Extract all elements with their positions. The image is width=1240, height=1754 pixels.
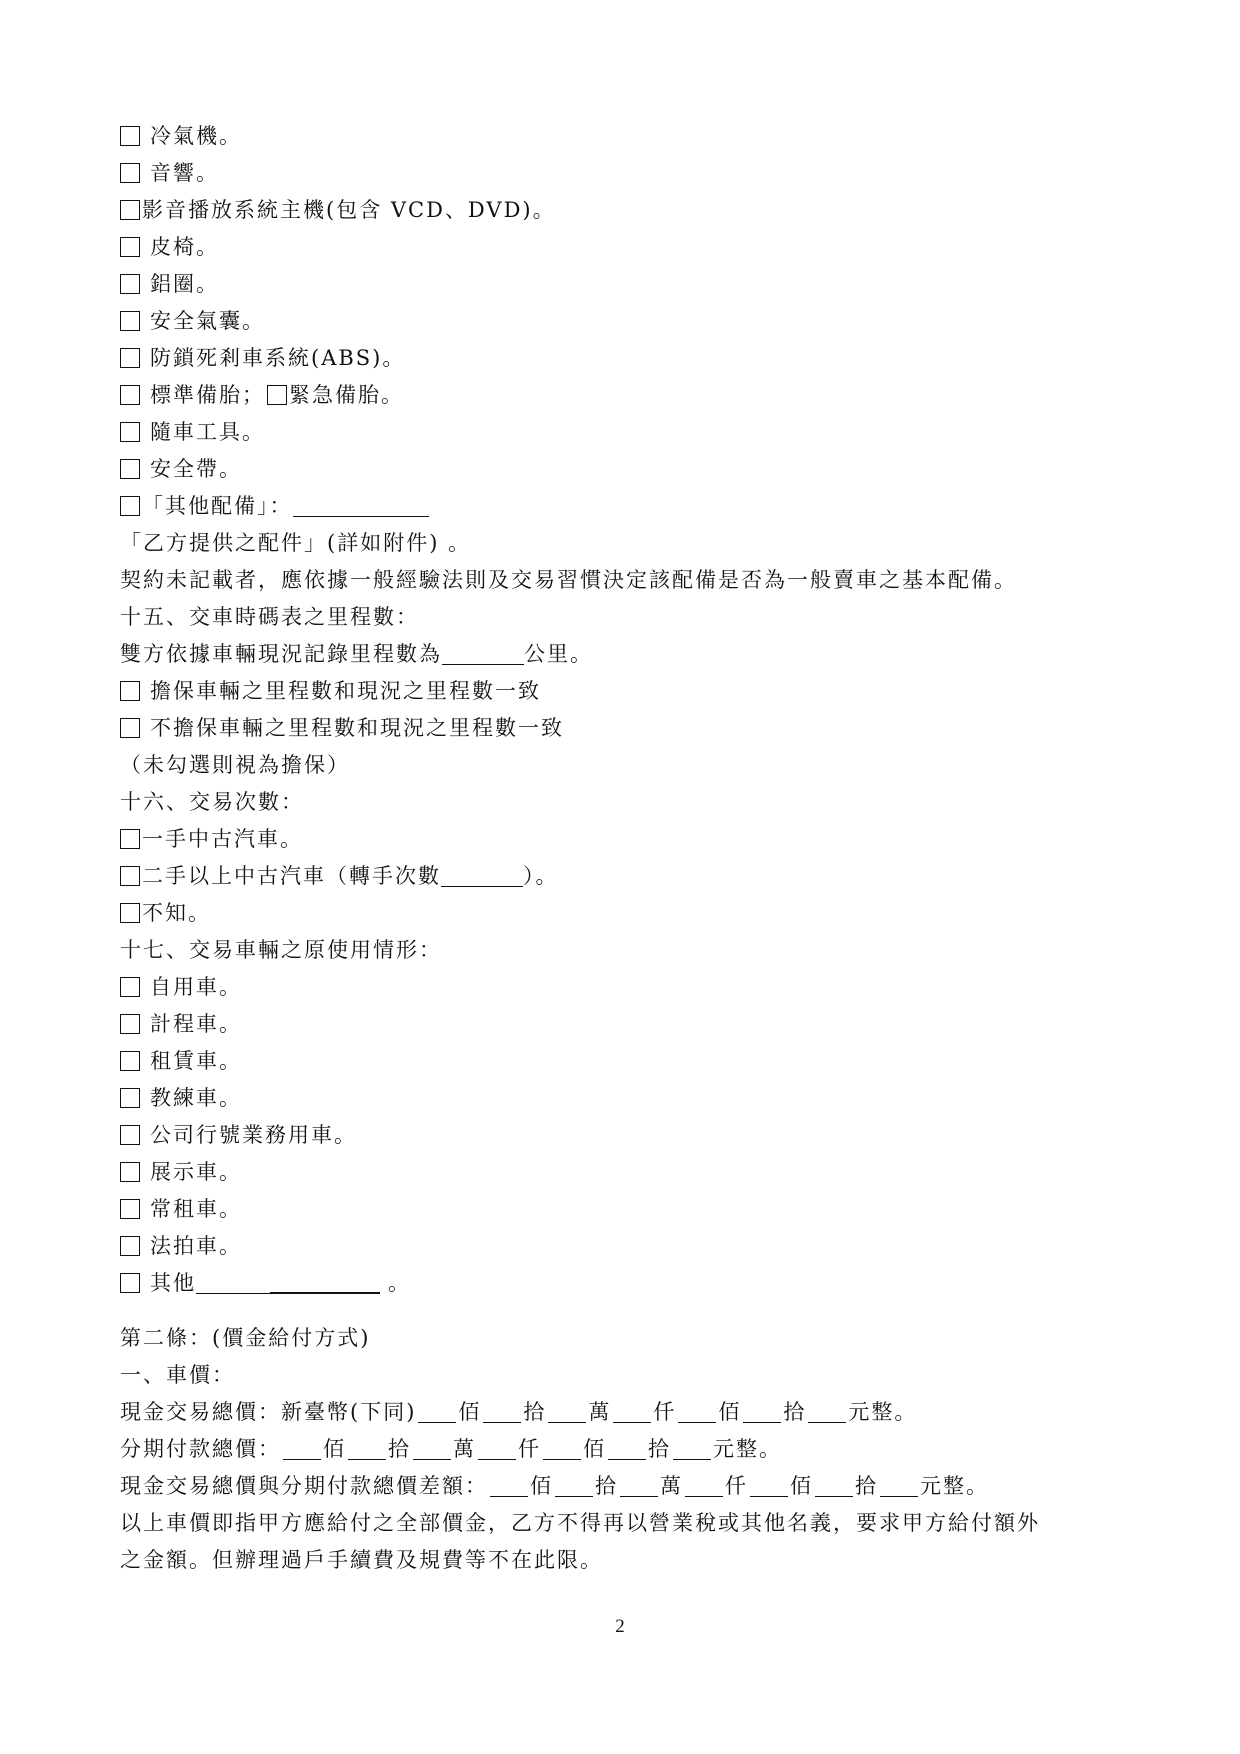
price-note-2: 之金額。但辦理過戶手續費及規費等不在此限。 xyxy=(120,1548,603,1572)
amount-unit: 佰 xyxy=(458,1400,482,1424)
checkbox-usage-other[interactable] xyxy=(120,1273,140,1293)
mileage-blank[interactable] xyxy=(442,642,524,665)
cash-total-label: 現金交易總價：新臺幣(下同) xyxy=(120,1400,417,1424)
checkbox-accessory-5[interactable] xyxy=(120,311,140,331)
accessory-2-line xyxy=(120,192,1130,229)
installment-total-amount xyxy=(281,1437,782,1461)
checkbox-usage-option-3[interactable] xyxy=(120,1088,140,1108)
mileage-option-0-line xyxy=(120,673,1130,710)
amount-unit: 萬 xyxy=(588,1400,612,1424)
amount-blank[interactable] xyxy=(815,1474,853,1497)
checkbox-accessory-2[interactable] xyxy=(120,200,140,220)
mileage-option-1-line xyxy=(120,710,1130,747)
accessory-5-label: 安全氣囊。 xyxy=(150,309,265,333)
mileage-option-1-label: 不擔保車輛之里程數和現況之里程數一致 xyxy=(150,716,564,740)
car-price-heading: 一、車價： xyxy=(120,1363,235,1387)
usage-option-1-line xyxy=(120,1006,1130,1043)
checkbox-first-hand[interactable] xyxy=(120,829,140,849)
price-difference-label: 現金交易總價與分期付款總價差額： xyxy=(120,1474,488,1498)
cash-total-amount xyxy=(416,1400,917,1424)
amount-blank[interactable] xyxy=(880,1474,918,1497)
amount-blank[interactable] xyxy=(620,1474,658,1497)
accessory-0-label: 冷氣機。 xyxy=(150,124,242,148)
usage-other-line xyxy=(120,1265,1130,1302)
accessory2-1-line xyxy=(120,451,1130,488)
other-equipment-line xyxy=(120,488,1130,525)
usage-other-blank-2[interactable] xyxy=(270,1270,380,1294)
amount-blank[interactable] xyxy=(678,1400,716,1423)
checkbox-accessory-1[interactable] xyxy=(120,163,140,183)
checkbox-accessory2-0[interactable] xyxy=(120,422,140,442)
accessory2-0-label: 隨車工具。 xyxy=(150,420,265,444)
mileage-record-line xyxy=(120,636,1130,673)
usage-option-4-line xyxy=(120,1117,1130,1154)
amount-blank[interactable] xyxy=(490,1474,528,1497)
checkbox-emergency-spare[interactable] xyxy=(267,385,287,405)
accessory-5-line xyxy=(120,303,1130,340)
accessory-list-2 xyxy=(120,414,1130,488)
amount-unit: 佰 xyxy=(790,1474,813,1498)
emergency-spare-label: 緊急備胎。 xyxy=(289,383,404,407)
amount-blank[interactable] xyxy=(750,1474,788,1497)
cash-total-line xyxy=(120,1394,1130,1431)
contract-page xyxy=(120,118,1130,1579)
usage-options xyxy=(120,969,1130,1265)
unknown-line xyxy=(120,895,1130,932)
checkbox-usage-option-5[interactable] xyxy=(120,1162,140,1182)
accessory-3-label: 皮椅。 xyxy=(150,235,219,259)
amount-blank[interactable] xyxy=(478,1437,516,1460)
amount-blank[interactable] xyxy=(613,1400,651,1423)
amount-blank[interactable] xyxy=(283,1437,321,1460)
amount-unit: 佰 xyxy=(583,1437,606,1461)
amount-blank[interactable] xyxy=(483,1400,521,1423)
seller-parts-line: 「乙方提供之配件」(詳如附件) 。 xyxy=(120,531,472,555)
amount-unit: 仟 xyxy=(518,1437,541,1461)
amount-blank[interactable] xyxy=(685,1474,723,1497)
usage-other-label: 其他 xyxy=(150,1271,196,1295)
usage-option-3-label: 教練車。 xyxy=(150,1086,242,1110)
checkbox-accessory2-1[interactable] xyxy=(120,459,140,479)
accessory-4-label: 鋁圈。 xyxy=(150,272,219,296)
checkbox-accessory-6[interactable] xyxy=(120,348,140,368)
amount-blank[interactable] xyxy=(413,1437,451,1460)
checkbox-usage-option-2[interactable] xyxy=(120,1051,140,1071)
price-note-1: 以上車價即指甲方應給付之全部價金，乙方不得再以營業稅或其他名義，要求甲方給付額外 xyxy=(120,1511,1040,1535)
amount-blank[interactable] xyxy=(608,1437,646,1460)
accessory-1-line xyxy=(120,155,1130,192)
usage-option-2-label: 租賃車。 xyxy=(150,1049,242,1073)
usage-option-0-label: 自用車。 xyxy=(150,975,242,999)
mileage-options xyxy=(120,673,1130,747)
usage-option-1-label: 計程車。 xyxy=(150,1012,242,1036)
amount-end: 元整。 xyxy=(713,1437,782,1461)
usage-heading: 十七、交易車輛之原使用情形： xyxy=(120,938,442,962)
checkbox-usage-option-0[interactable] xyxy=(120,977,140,997)
price-difference-amount xyxy=(488,1474,989,1498)
amount-unit: 拾 xyxy=(783,1400,807,1424)
checkbox-usage-option-4[interactable] xyxy=(120,1125,140,1145)
amount-blank[interactable] xyxy=(348,1437,386,1460)
amount-blank[interactable] xyxy=(555,1474,593,1497)
accessory-6-line xyxy=(120,340,1130,377)
amount-unit: 佰 xyxy=(323,1437,346,1461)
usage-option-6-line xyxy=(120,1191,1130,1228)
amount-unit: 拾 xyxy=(595,1474,618,1498)
amount-blank[interactable] xyxy=(808,1400,846,1423)
checkbox-standard-spare[interactable] xyxy=(120,385,140,405)
standard-spare-label: 標準備胎； xyxy=(150,383,265,407)
checkbox-mileage-option-1[interactable] xyxy=(120,718,140,738)
amount-unit: 佰 xyxy=(530,1474,553,1498)
accessory-1-label: 音響。 xyxy=(150,161,219,185)
usage-option-5-label: 展示車。 xyxy=(150,1160,242,1184)
amount-blank[interactable] xyxy=(673,1437,711,1460)
accessory-list xyxy=(120,118,1130,377)
other-equipment-label: 「其他配備」： xyxy=(142,494,293,518)
usage-option-7-line xyxy=(120,1228,1130,1265)
amount-blank[interactable] xyxy=(548,1400,586,1423)
unknown-label: 不知。 xyxy=(142,901,211,925)
accessory-2-label: 影音播放系統主機(包含 VCD、DVD)。 xyxy=(142,198,556,222)
checkbox-usage-option-7[interactable] xyxy=(120,1236,140,1256)
usage-option-6-label: 常租車。 xyxy=(150,1197,242,1221)
checkbox-usage-option-6[interactable] xyxy=(120,1199,140,1219)
checkbox-accessory-0[interactable] xyxy=(120,126,140,146)
amount-end: 元整。 xyxy=(920,1474,989,1498)
amount-unit: 萬 xyxy=(660,1474,683,1498)
accessory2-0-line xyxy=(120,414,1130,451)
usage-other-blank-1[interactable] xyxy=(196,1271,270,1294)
spare-tire-line xyxy=(120,377,1130,414)
amount-unit: 拾 xyxy=(648,1437,671,1461)
amount-unit: 拾 xyxy=(855,1474,878,1498)
amount-end: 元整。 xyxy=(848,1400,918,1424)
usage-option-0-line xyxy=(120,969,1130,1006)
second-hand-label: 二手以上中古汽車（轉手次數 xyxy=(142,864,441,888)
usage-option-5-line xyxy=(120,1154,1130,1191)
accessory-4-line xyxy=(120,266,1130,303)
first-hand-label: 一手中古汽車。 xyxy=(142,827,303,851)
mileage-record-text: 雙方依據車輛現況記錄里程數為 xyxy=(120,642,442,666)
amount-blank[interactable] xyxy=(743,1400,781,1423)
amount-unit: 萬 xyxy=(453,1437,476,1461)
amount-unit: 拾 xyxy=(523,1400,547,1424)
checkbox-accessory-3[interactable] xyxy=(120,237,140,257)
checkbox-mileage-option-0[interactable] xyxy=(120,681,140,701)
checkbox-accessory-4[interactable] xyxy=(120,274,140,294)
other-equipment-blank[interactable] xyxy=(293,494,429,517)
checkbox-usage-option-1[interactable] xyxy=(120,1014,140,1034)
usage-option-3-line xyxy=(120,1080,1130,1117)
amount-unit: 仟 xyxy=(653,1400,677,1424)
usage-option-7-label: 法拍車。 xyxy=(150,1234,242,1258)
second-hand-line xyxy=(120,858,1130,895)
mileage-option-0-label: 擔保車輛之里程數和現況之里程數一致 xyxy=(150,679,541,703)
amount-unit: 佰 xyxy=(718,1400,742,1424)
price-difference-line xyxy=(120,1468,1130,1505)
accessory-0-line xyxy=(120,118,1130,155)
installment-total-line xyxy=(120,1431,1130,1468)
first-hand-line xyxy=(120,821,1130,858)
amount-blank[interactable] xyxy=(543,1437,581,1460)
mileage-unit: 公里。 xyxy=(524,642,593,666)
contract-note: 契約未記載者，應依據一般經驗法則及交易習慣決定該配備是否為一般賣車之基本配備。 xyxy=(120,568,1017,592)
checkbox-other-equipment[interactable] xyxy=(120,496,140,516)
checkbox-second-hand[interactable] xyxy=(120,866,140,886)
accessory-3-line xyxy=(120,229,1130,266)
amount-unit: 拾 xyxy=(388,1437,411,1461)
usage-other-end: 。 xyxy=(388,1271,411,1295)
amount-blank[interactable] xyxy=(418,1400,456,1423)
article2-heading: 第二條：(價金給付方式) xyxy=(120,1326,371,1350)
second-hand-close: ）。 xyxy=(523,864,559,888)
accessory2-1-label: 安全帶。 xyxy=(150,457,242,481)
checkbox-unknown[interactable] xyxy=(120,903,140,923)
installment-total-label: 分期付款總價： xyxy=(120,1437,281,1461)
mileage-note: （未勾選則視為擔保） xyxy=(120,753,350,777)
page-number: 2 xyxy=(615,1616,625,1637)
transfer-count-blank[interactable] xyxy=(441,864,523,887)
transactions-heading: 十六、交易次數： xyxy=(120,790,304,814)
usage-option-2-line xyxy=(120,1043,1130,1080)
amount-unit: 仟 xyxy=(725,1474,748,1498)
mileage-heading: 十五、交車時碼表之里程數： xyxy=(120,605,419,629)
usage-option-4-label: 公司行號業務用車。 xyxy=(150,1123,357,1147)
accessory-6-label: 防鎖死剎車系統(ABS)。 xyxy=(150,346,406,370)
